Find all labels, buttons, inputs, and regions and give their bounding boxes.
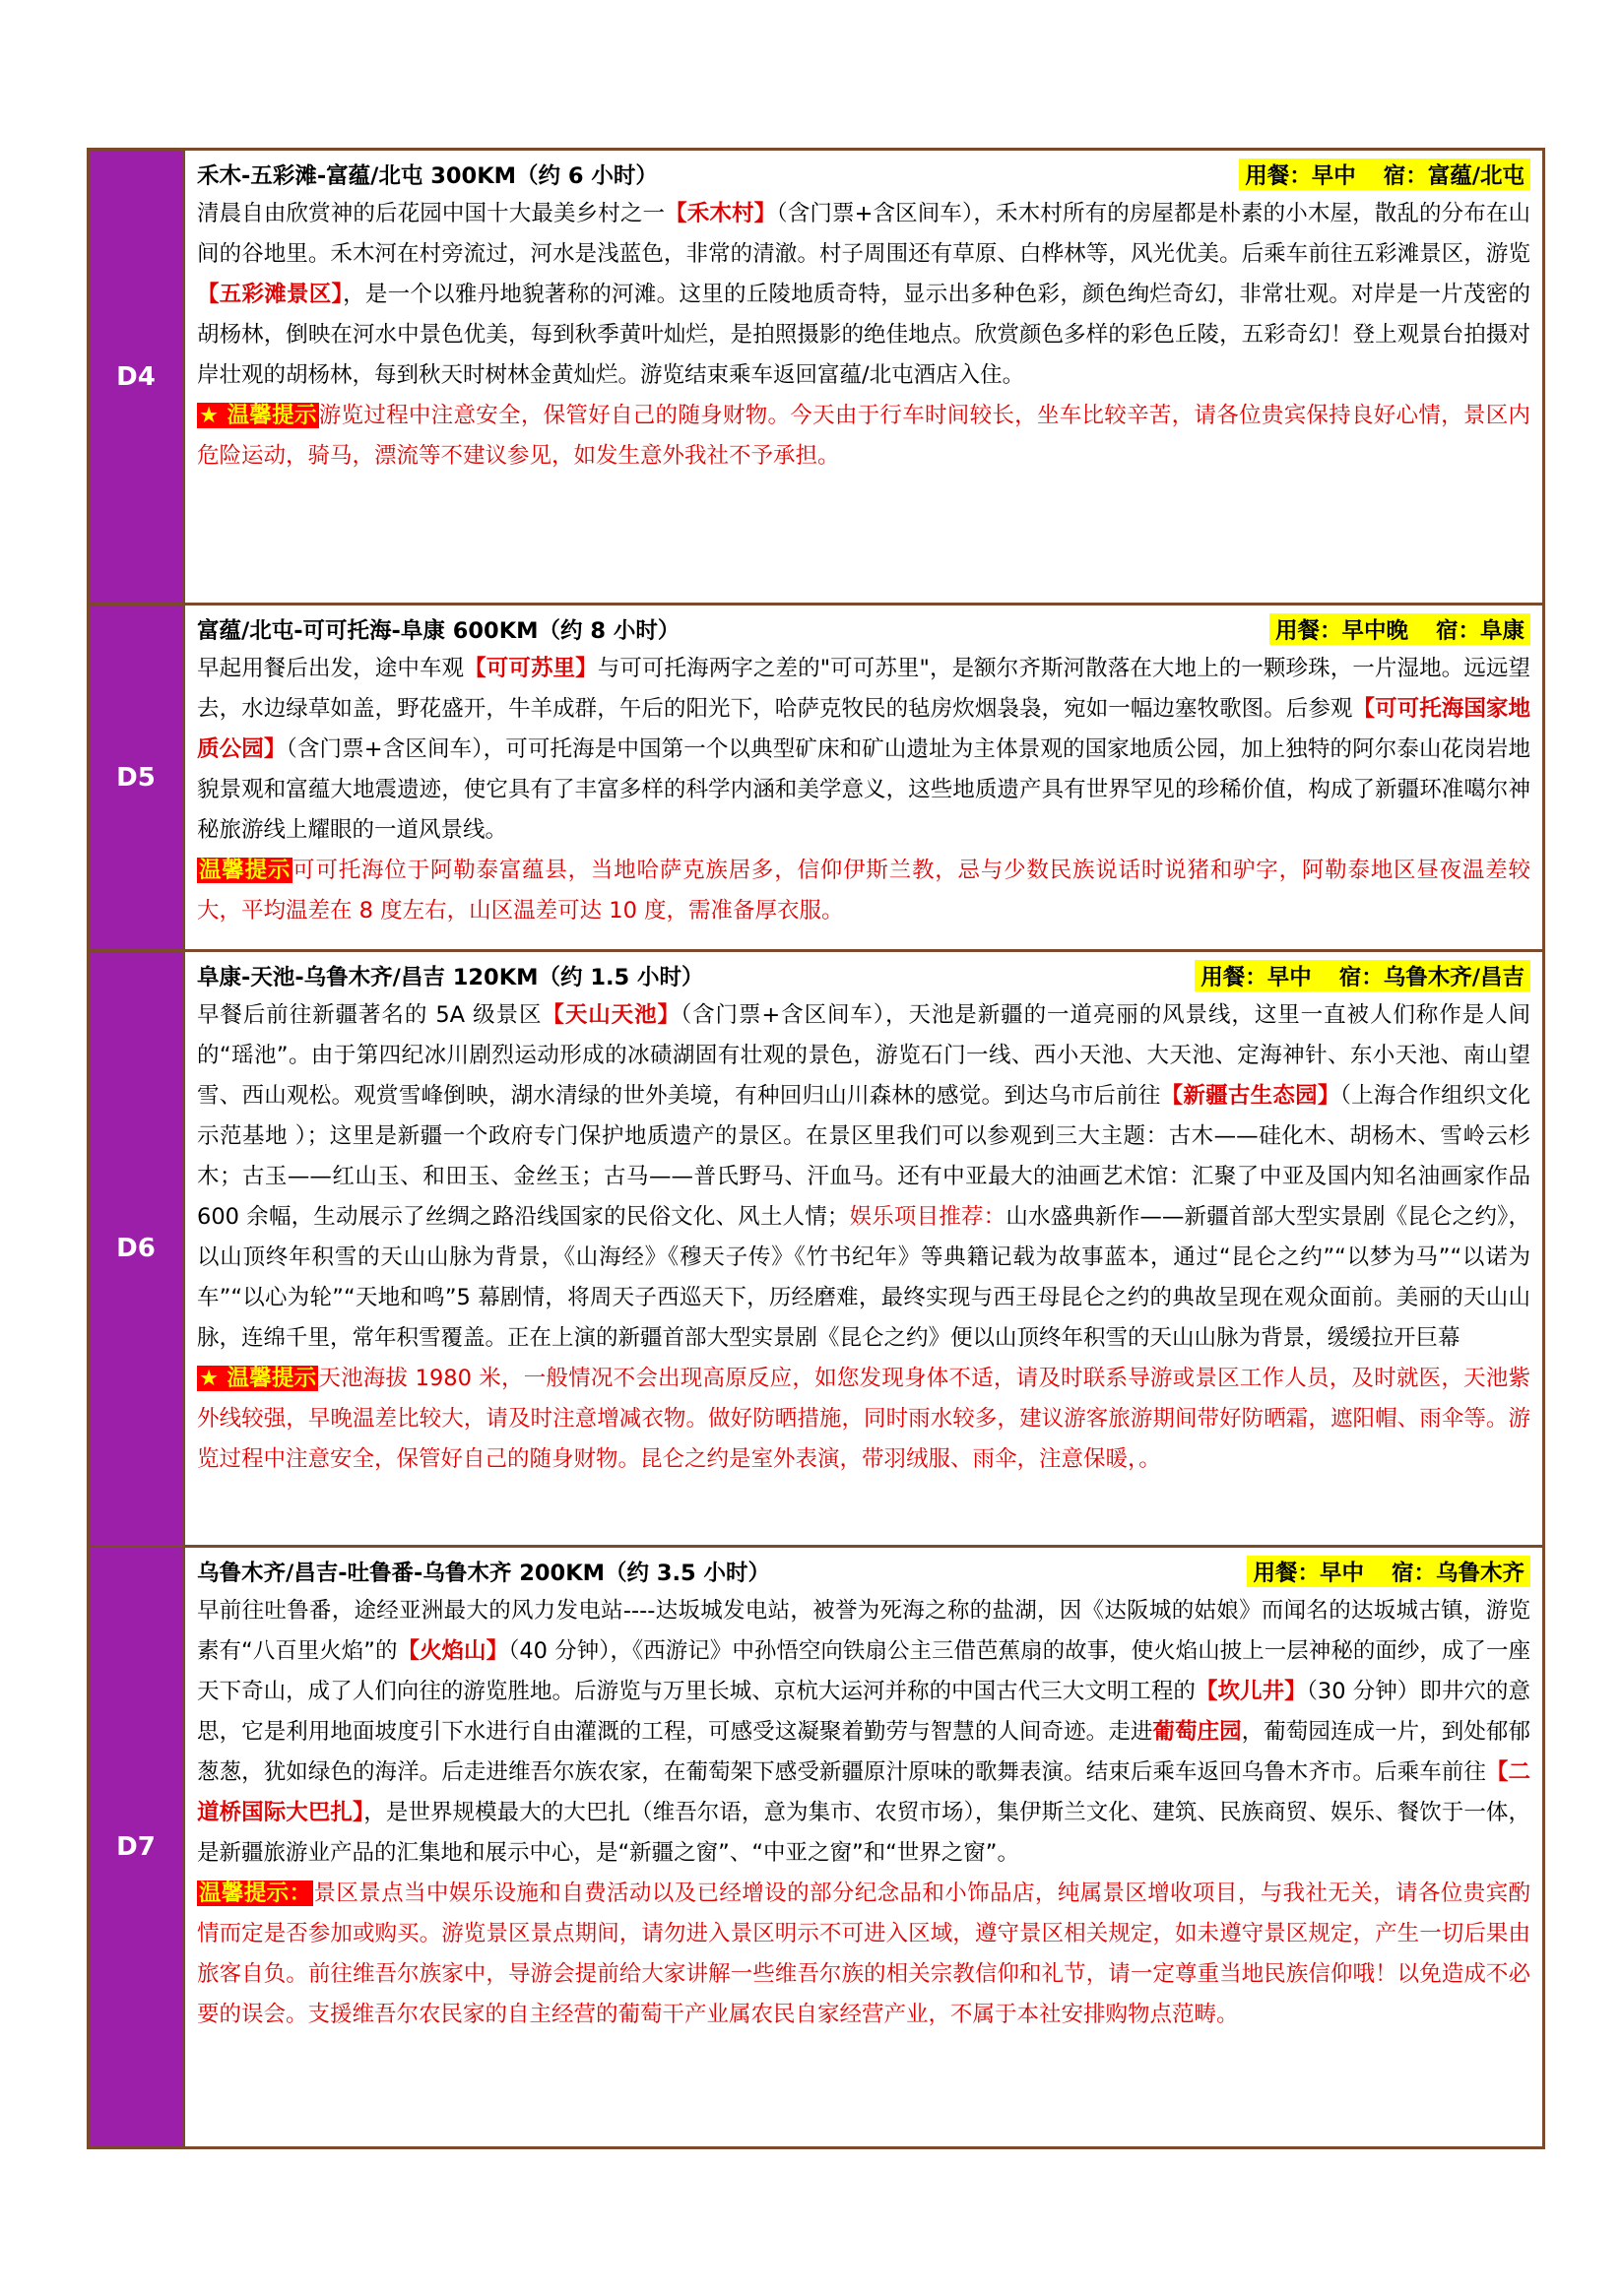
tip-badge <box>197 858 292 883</box>
lodging-info: 宿：富蕴/北屯 <box>1383 163 1525 189</box>
desc-text: （40 分钟），《西游记》中孙悟空向铁扇公主三借芭蕉扇的故事，使火焰山披上一层神秘的面纱，成了一座天下奇山，成了人们向往的游览胜地。后游览与万里长城、京杭大运河并称的中国古代三大文明工程的 <box>197 1638 1530 1704</box>
warm-tip <box>197 851 1530 931</box>
desc-text: ，是世界规模最大的大巴扎（维吾尔语，意为集市、农贸市场），集伊斯兰文化、建筑、民族商贸、娱乐、餐饮于一体，是新疆旅游业产品的汇集地和展示中心，是“新疆之窗”、“中亚之窗”和“世界之窗”。 <box>197 1800 1530 1866</box>
day-label: D5 <box>90 606 185 949</box>
attraction-name: 【火焰山】 <box>397 1638 509 1664</box>
desc-text: （上海合作组织文化示范基地 ）；这里是新疆一个政府专门保护地质遗产的景区。在景区里我们可以参观到三大主题：古木——硅化木、胡杨木、雪岭云杉木；古玉——红山玉、和田玉、金丝玉；古马——普氏野马、汗血马。还有中亚最大的油画艺术馆：汇聚了中亚及国内知名油画家作品 600 余幅，生动展示了丝绸之路沿线国家的民俗文化、风土人情； <box>197 1083 1530 1230</box>
attraction-name: 葡萄庄园 <box>1152 1719 1242 1745</box>
day-row-d5 <box>90 606 1542 952</box>
day-row-d4 <box>90 151 1542 606</box>
day-description <box>197 1591 1530 1874</box>
lodging-info: 宿：阜康 <box>1435 618 1525 644</box>
day-description <box>197 995 1530 1359</box>
tip-badge <box>197 403 319 428</box>
itinerary-table <box>87 148 1545 2149</box>
warm-tip <box>197 1874 1530 2035</box>
attraction-name: 【五彩滩景区】 <box>197 282 344 307</box>
meal-lodging-badge <box>1269 613 1530 645</box>
meal-lodging-badge <box>1247 1556 1530 1587</box>
day-header <box>197 956 1530 995</box>
desc-text: 早餐后前往新疆著名的 5A 级景区 <box>197 1002 543 1028</box>
day-header <box>197 155 1530 194</box>
route-title: 阜康-天池-乌鲁木齐/昌吉 120KM（约 1.5 小时） <box>197 965 704 990</box>
meal-info: 用餐：早中晚 <box>1274 618 1408 644</box>
attraction-name: 【可可苏里】 <box>464 656 598 681</box>
desc-text: （含门票+含区间车），天池是新疆的一道亮丽的风景线，这里一直被人们称作是人间的“瑶池”。由于第四纪冰川剧烈运动形成的冰碛湖固有壮观的景色，游览石门一线、西小天池、大天池、定海神针、东小天池、南山望雪、西山观松。观赏雪峰倒映，湖水清绿的世外美境，有种回归山川森林的感觉。到达乌市后前往 <box>197 1002 1530 1109</box>
desc-text: 清晨自由欣赏神的后花园中国十大最美乡村之一 <box>197 201 666 226</box>
tip-label: 温馨提示： <box>199 1881 312 1906</box>
desc-text: 早前往吐鲁番，途经亚洲最大的风力发电站----达坂城发电站，被誉为死海之称的盐湖，因《达阪城的姑娘》而闻名的达坂城古镇，游览素有“八百里火焰”的 <box>197 1598 1530 1664</box>
route-title: 禾木-五彩滩-富蕴/北屯 300KM（约 6 小时） <box>197 163 658 189</box>
day-header <box>197 609 1530 649</box>
tip-text: 可可托海位于阿勒泰富蕴县，当地哈萨克族居多，信仰伊斯兰教，忌与少数民族说话时说猪和驴字，阿勒泰地区昼夜温差较大，平均温差在 8 度左右，山区温差可达 10 度，需准备厚衣服。 <box>197 858 1530 924</box>
desc-text: （30 分钟）即井穴的意思，它是利用地面坡度引下水进行自由灌溉的工程，可感受这凝聚着勤劳与智慧的人间奇迹。走进 <box>197 1679 1530 1745</box>
day-row-d7 <box>90 1548 1542 2146</box>
attraction-name: 【禾木村】 <box>665 201 777 226</box>
day-header <box>197 1552 1530 1591</box>
star-icon: ★ <box>199 1366 220 1391</box>
star-icon: ★ <box>199 403 220 428</box>
day-label: D7 <box>90 1548 185 2146</box>
meal-lodging-badge <box>1239 159 1530 190</box>
day-description <box>197 194 1530 396</box>
meal-info: 用餐：早中 <box>1245 163 1356 189</box>
entertainment-label: 娱乐项目推荐： <box>849 1204 1006 1230</box>
meal-info: 用餐：早中 <box>1200 965 1312 990</box>
attraction-name: 【坎儿井】 <box>1195 1679 1307 1704</box>
warm-tip <box>197 396 1530 477</box>
tip-label: 温馨提示 <box>199 858 292 883</box>
desc-text: ，葡萄园连成一片，到处郁郁葱葱，犹如绿色的海洋。后走进维吾尔族农家，在葡萄架下感受新疆原汁原味的歌舞表演。结束后乘车返回乌鲁木齐市。后乘车前往 <box>197 1719 1530 1785</box>
day-label: D6 <box>90 952 185 1545</box>
attraction-name: 【天山天池】 <box>542 1002 681 1028</box>
desc-text: 早起用餐后出发，途中车观 <box>197 656 465 681</box>
tip-text: 天池海拔 1980 米，一般情况不会出现高原反应，如您发现身体不适，请及时联系导游或景区工作人员，及时就医，天池紫外线较强，早晚温差比较大，请及时注意增减衣物。做好防晒措施，同时雨水较多，建议游客旅游期间带好防晒霜，遮阳帽、雨伞等。游览过程中注意安全，保管好自己的随身财物。昆仑之约是室外表演，带羽绒服、雨伞，注意保暖，。 <box>197 1366 1530 1472</box>
day-description <box>197 649 1530 851</box>
desc-text: （含门票+含区间车），可可托海是中国第一个以典型矿床和矿山遗址为主体景观的国家地质公园，加上独特的阿尔泰山花岗岩地貌景观和富蕴大地震遗迹，使它具有了丰富多样的科学内涵和美学意义，这些地质遗产具有世界罕见的珍稀价值，构成了新疆环准噶尔神秘旅游线上耀眼的一道风景线。 <box>197 736 1530 843</box>
tip-text: 景区景点当中娱乐设施和自费活动以及已经增设的部分纪念品和小饰品店，纯属景区增收项目，与我社无关，请各位贵宾酌情而定是否参加或购买。游览景区景点期间，请勿进入景区明示不可进入区域，遵守景区相关规定，如未遵守景区规定，产生一切后果由旅客自负。前往维吾尔族家中，导游会提前给大家讲解一些维吾尔族的相关宗教信仰和礼节，请一定尊重当地民族信仰哦！以免造成不必要的误会。支援维吾尔农民家的自主经营的葡萄干产业属农民自家经营产业，不属于本社安排购物点范畴。 <box>197 1881 1530 2027</box>
route-title: 乌鲁木齐/昌吉-吐鲁番-乌鲁木齐 200KM（约 3.5 小时） <box>197 1561 771 1586</box>
desc-text: ，是一个以雅丹地貌著称的河滩。这里的丘陵地质奇特，显示出多种色彩，颜色绚烂奇幻，非常壮观。对岸是一片茂密的胡杨林，倒映在河水中景色优美，每到秋季黄叶灿烂，是拍照摄影的绝佳地点。欣赏颜色多样的彩色丘陵，五彩奇幻！登上观景台拍摄对岸壮观的胡杨林，每到秋天时树林金黄灿烂。游览结束乘车返回富蕴/北屯酒店入住。 <box>197 282 1530 388</box>
day-content <box>185 151 1542 603</box>
desc-text: （含门票+含区间车），禾木村所有的房屋都是朴素的小木屋，散乱的分布在山间的谷地里。禾木河在村旁流过，河水是浅蓝色，非常的清澈。村子周围还有草原、白桦林等，风光优美。后乘车前往五彩滩景区，游览 <box>197 201 1530 267</box>
meal-info: 用餐：早中 <box>1253 1561 1364 1586</box>
day-content <box>185 1548 1542 2146</box>
desc-text: 山水盛典新作——新疆首部大型实景剧《昆仑之约》，以山顶终年积雪的天山山脉为背景，《山海经》《穆天子传》《竹书纪年》等典籍记载为故事蓝本，通过“昆仑之约”“以梦为马”“以诺为车”“以心为轮”“天地和鸣”5 幕剧情，将周天子西巡天下，历经磨难，最终实现与西王母昆仑之约的典故呈现在观众面前。美丽的天山山脉，连绵千里，常年积雪覆盖。正在上演的新疆首部大型实景剧《昆仑之约》便以山顶终年积雪的天山山脉为背景，缓缓拉开巨幕 <box>197 1204 1530 1351</box>
day-label: D4 <box>90 151 185 603</box>
attraction-name: 【二道桥国际大巴扎】 <box>197 1759 1530 1825</box>
tip-badge <box>197 1881 313 1906</box>
tip-text: 游览过程中注意安全，保管好自己的随身财物。今天由于行车时间较长，坐车比较辛苦，请各位贵宾保持良好心情，景区内危险运动，骑马，漂流等不建议参见，如发生意外我社不予承担。 <box>197 403 1530 469</box>
desc-text: 与可可托海两字之差的"可可苏里"，是额尔齐斯河散落在大地上的一颗珍珠，一片湿地。远远望去，水边绿草如盖，野花盛开，牛羊成群，午后的阳光下，哈萨克牧民的毡房炊烟袅袅，宛如一幅边塞牧歌图。后参观 <box>197 656 1530 722</box>
day-content <box>185 952 1542 1545</box>
tip-label: 温馨提示 <box>227 1366 317 1391</box>
attraction-name: 【新疆古生态园】 <box>1160 1083 1340 1109</box>
tip-label: 温馨提示 <box>227 403 317 428</box>
day-content <box>185 606 1542 949</box>
lodging-info: 宿：乌鲁木齐 <box>1391 1561 1525 1586</box>
tip-badge <box>197 1366 318 1391</box>
lodging-info: 宿：乌鲁木齐/昌吉 <box>1338 965 1525 990</box>
warm-tip <box>197 1359 1530 1480</box>
meal-lodging-badge <box>1195 960 1530 991</box>
attraction-name: 【可可托海国家地质公园】 <box>197 696 1530 762</box>
day-row-d6 <box>90 952 1542 1548</box>
route-title: 富蕴/北屯-可可托海-阜康 600KM（约 8 小时） <box>197 618 681 644</box>
